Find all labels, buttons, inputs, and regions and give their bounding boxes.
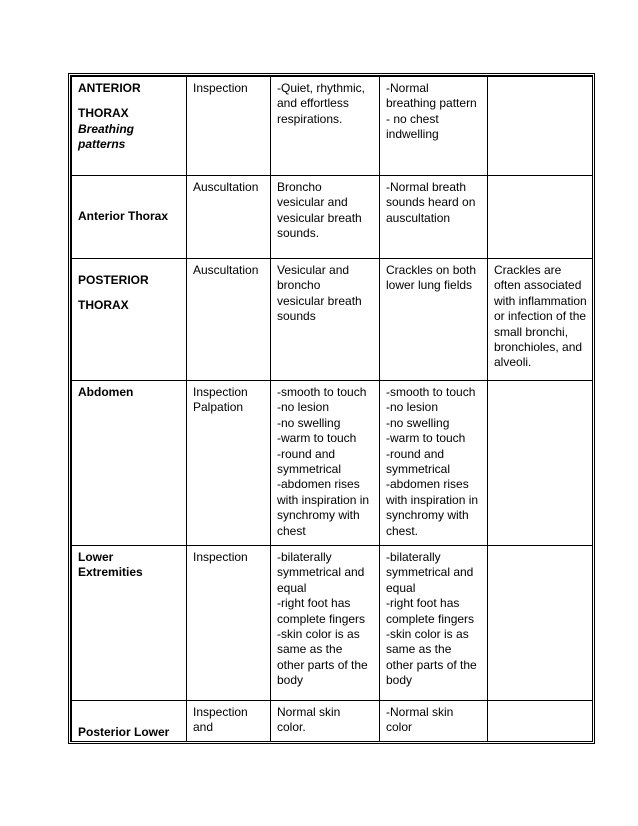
analysis-cell xyxy=(488,546,593,701)
normal-findings-cell: -Quiet, rhythmic, and effortless respirations. xyxy=(271,77,380,176)
normal-findings-cell: Broncho vesicular and vesicular breath sounds. xyxy=(271,176,380,259)
table-row xyxy=(72,176,593,259)
actual-findings-cell: Crackles on both lower lung fields xyxy=(380,259,488,381)
organ-cell: Anterior Thorax xyxy=(72,176,187,259)
technique-cell: Inspection and xyxy=(187,701,271,745)
analysis-cell xyxy=(488,176,593,259)
organ-label: THORAX xyxy=(78,298,129,313)
table-row xyxy=(72,77,593,176)
normal-findings-cell: -bilaterally symmetrical and equal -right foot has complete fingers -skin color is as same as the other parts of the body xyxy=(271,546,380,701)
organ-sublabel: Breathing xyxy=(78,121,135,136)
table-row xyxy=(72,381,593,546)
organ-cell xyxy=(72,77,187,176)
organ-cell xyxy=(72,259,187,381)
technique-cell: Inspection xyxy=(187,77,271,176)
organ-cell: Abdomen xyxy=(72,381,187,546)
technique-cell: Inspection Palpation xyxy=(187,381,271,546)
actual-findings-cell: -Normal breath sounds heard on auscultation xyxy=(380,176,488,259)
table-row xyxy=(72,701,593,745)
actual-findings-cell: -bilaterally symmetrical and equal -right foot has complete fingers -skin color is as same as the other parts of the body xyxy=(380,546,488,701)
analysis-cell xyxy=(488,77,593,176)
normal-findings-cell: Normal skin color. xyxy=(271,701,380,745)
technique-cell: Inspection xyxy=(187,546,271,701)
organ-cell: Posterior Lower xyxy=(72,701,187,745)
analysis-cell: Crackles are often associated with inflammation or infection of the small bronchi, bronchioles, and alveoli. xyxy=(488,259,593,381)
actual-findings-cell: -Normal breathing pattern - no chest indwelling xyxy=(380,77,488,176)
actual-findings-cell: -Normal skin color xyxy=(380,701,488,745)
normal-findings-cell: -smooth to touch -no lesion -no swelling -warm to touch -round and symmetrical -abdomen rises with inspiration in synchromy with chest xyxy=(271,381,380,546)
normal-findings-cell: Vesicular and broncho vesicular breath sounds xyxy=(271,259,380,381)
organ-label: THORAX xyxy=(78,106,129,121)
analysis-cell xyxy=(488,381,593,546)
assessment-table xyxy=(71,76,593,744)
assessment-table-frame xyxy=(68,73,595,744)
organ-sublabel: patterns xyxy=(78,137,126,152)
organ-label: ANTERIOR xyxy=(78,81,141,95)
analysis-cell xyxy=(488,701,593,745)
technique-cell: Auscultation xyxy=(187,176,271,259)
technique-cell: Auscultation xyxy=(187,259,271,381)
table-row xyxy=(72,546,593,701)
table-row xyxy=(72,259,593,381)
organ-label: POSTERIOR xyxy=(78,273,149,287)
organ-cell: Lower Extremities xyxy=(72,546,187,701)
actual-findings-cell: -smooth to touch -no lesion -no swelling -warm to touch -round and symmetrical -abdomen rises with inspiration in synchromy with chest. xyxy=(380,381,488,546)
